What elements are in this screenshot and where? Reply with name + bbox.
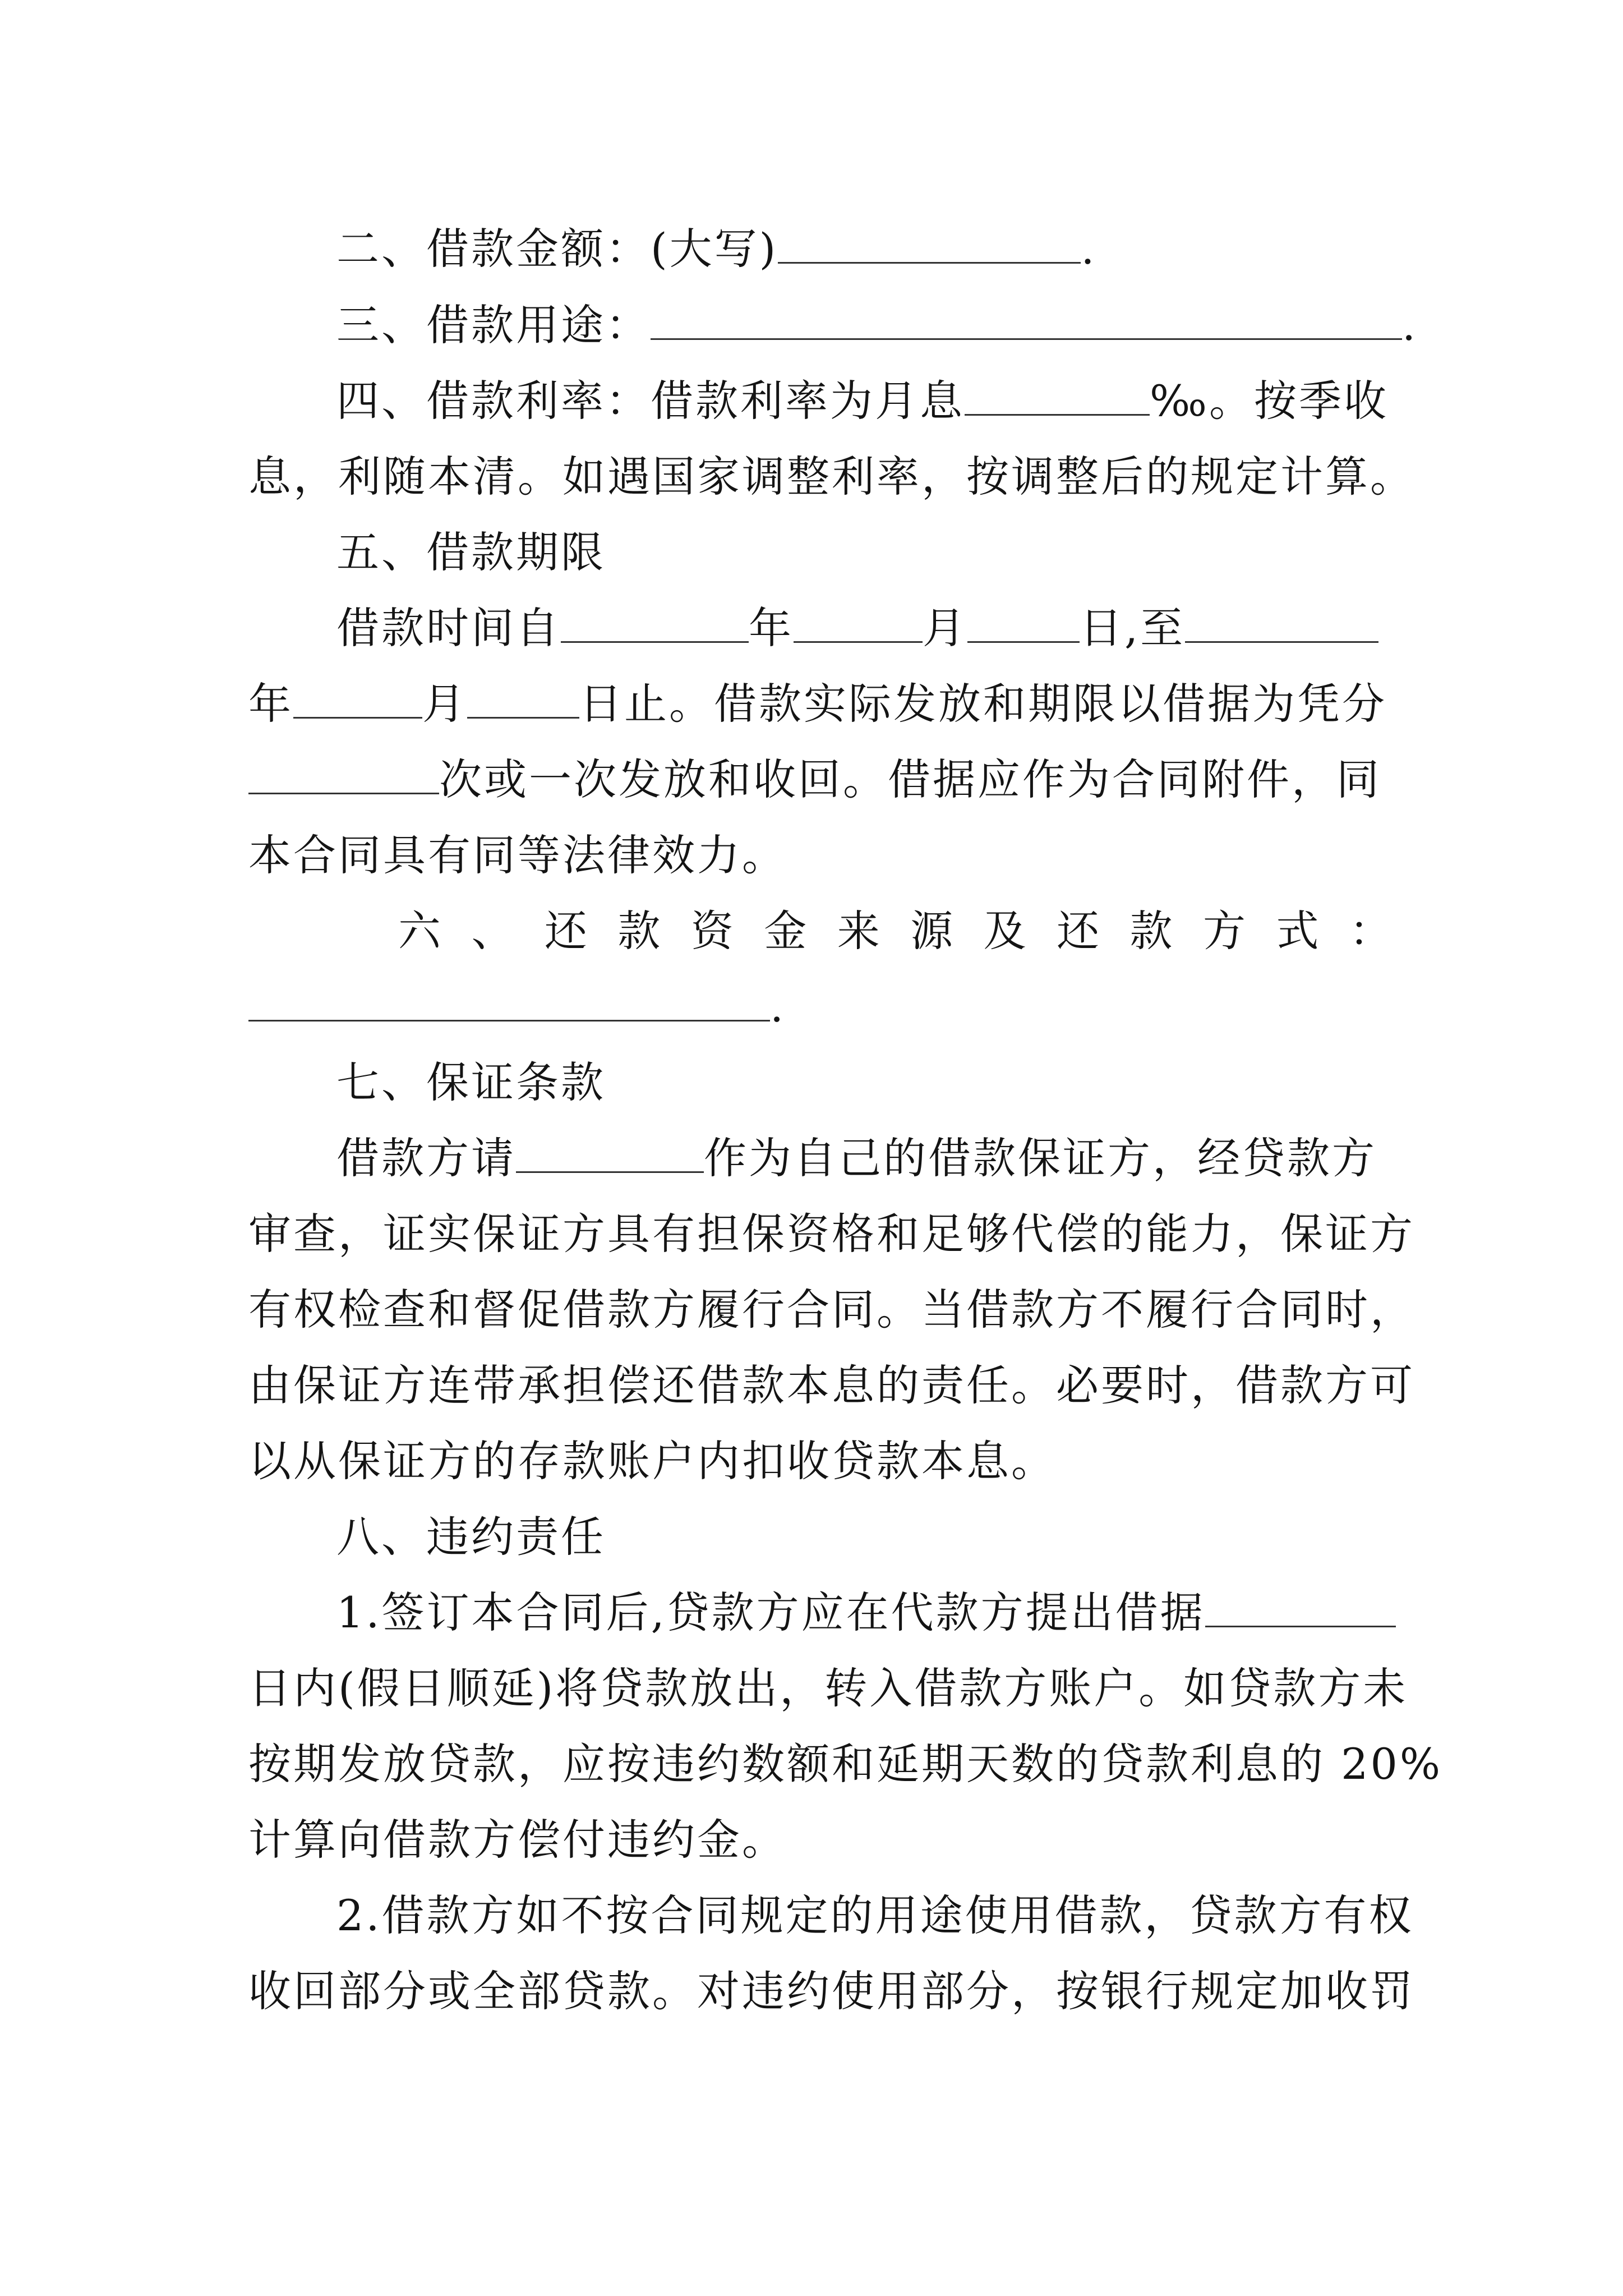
char: 源 xyxy=(910,906,956,956)
clause-text: ‰。按季收 xyxy=(1150,376,1389,426)
clause-3-loan-purpose xyxy=(336,297,1418,353)
paragraph-line: 计算向借款方偿付违约金。 xyxy=(248,1815,787,1865)
fill-blank xyxy=(1205,1591,1396,1627)
paragraph-line: 日内(假日顺延)将贷款放出，转入借款方账户。如贷款方未 xyxy=(248,1663,1408,1713)
paragraph-line: 审查，证实保证方具有担保资格和足够代偿的能力，保证方 xyxy=(248,1209,1415,1259)
clause-text: 1.签订本合同后,贷款方应在代款方提出借据 xyxy=(336,1588,1205,1637)
clause-label: 二、借款金额：(大写) xyxy=(336,224,778,274)
clause-text: 年 xyxy=(248,679,293,729)
char: ： xyxy=(1349,906,1394,956)
char: 来 xyxy=(837,906,882,956)
clause-8-heading: 八、违约责任 xyxy=(336,1512,606,1562)
clause-4-interest-rate xyxy=(336,373,1394,429)
fill-blank xyxy=(967,606,1080,643)
paragraph-line: 以从保证方的存款账户内扣收贷款本息。 xyxy=(248,1436,1056,1486)
clause-text: 日止。借款实际发放和期限以借据为凭分 xyxy=(579,679,1387,729)
char: 金 xyxy=(764,906,809,956)
char: 还 xyxy=(1057,906,1102,956)
clause-7-heading: 七、保证条款 xyxy=(336,1057,606,1107)
paragraph-line: 息，利随本清。如遇国家调整利率，按调整后的规定计算。 xyxy=(248,452,1415,501)
fill-blank xyxy=(965,379,1150,416)
clause-text: 年 xyxy=(749,603,794,653)
char: 还 xyxy=(544,906,589,956)
clause-text: 次或一次发放和收回。借据应作为合同附件，同 xyxy=(439,754,1381,804)
clause-text: 四、借款利率：借款利率为月息 xyxy=(336,376,965,426)
paragraph-line: 收回部分或全部贷款。对违约使用部分，按银行规定加收罚 xyxy=(248,1966,1415,2016)
clause-text: 作为自己的借款保证方，经贷款方 xyxy=(704,1133,1377,1183)
clause-text: 月 xyxy=(422,679,467,729)
char: 方 xyxy=(1202,906,1248,956)
fill-blank xyxy=(293,682,422,719)
item-1-line xyxy=(336,1585,1394,1641)
clause-2-loan-amount xyxy=(336,221,1394,277)
clause-6-repayment-source xyxy=(398,903,1394,959)
paragraph-line: 由保证方连带承担偿还借款本息的责任。必要时，借款方可 xyxy=(248,1360,1415,1410)
fill-blank xyxy=(778,227,1081,264)
char: 六 xyxy=(398,906,443,956)
clause-text: 日,至 xyxy=(1080,603,1186,653)
clause-text: 月 xyxy=(923,603,967,653)
fill-blank xyxy=(248,758,439,794)
fill-blank xyxy=(467,682,579,719)
fill-blank xyxy=(561,606,749,643)
char: 款 xyxy=(617,906,663,956)
paragraph-line: 按期发放贷款，应按违约数额和延期天数的贷款利息的 20% xyxy=(248,1739,1443,1789)
paragraph-line: 本合同具有同等法律效力。 xyxy=(248,830,787,880)
fill-blank xyxy=(794,606,923,643)
clause-text: 借款方请 xyxy=(336,1133,516,1183)
fill-blank xyxy=(248,985,770,1022)
paragraph-line xyxy=(248,979,1394,1035)
fill-blank xyxy=(1185,606,1378,643)
period: . xyxy=(770,982,786,1032)
clause-text: 借款时间自 xyxy=(336,603,561,653)
clause-5-heading: 五、借款期限 xyxy=(336,527,606,577)
fill-blank xyxy=(516,1137,704,1173)
period: . xyxy=(1402,300,1418,350)
char: 资 xyxy=(690,906,736,956)
paragraph-line: 有权检查和督促借款方履行合同。当借款方不履行合同时， xyxy=(248,1285,1415,1335)
char: 款 xyxy=(1129,906,1175,956)
fill-blank xyxy=(651,303,1402,340)
item-2-line: 2.借款方如不按合同规定的用途使用借款，贷款方有权 xyxy=(336,1890,1414,1940)
clause-label: 三、借款用途： xyxy=(336,300,651,350)
paragraph-line xyxy=(248,676,1394,732)
guarantee-line xyxy=(336,1130,1394,1186)
char: 及 xyxy=(983,906,1029,956)
char: 式 xyxy=(1276,906,1321,956)
loan-period-line xyxy=(336,600,1394,656)
paragraph-line xyxy=(248,752,1394,808)
char: 、 xyxy=(471,906,517,956)
period: . xyxy=(1081,224,1097,274)
